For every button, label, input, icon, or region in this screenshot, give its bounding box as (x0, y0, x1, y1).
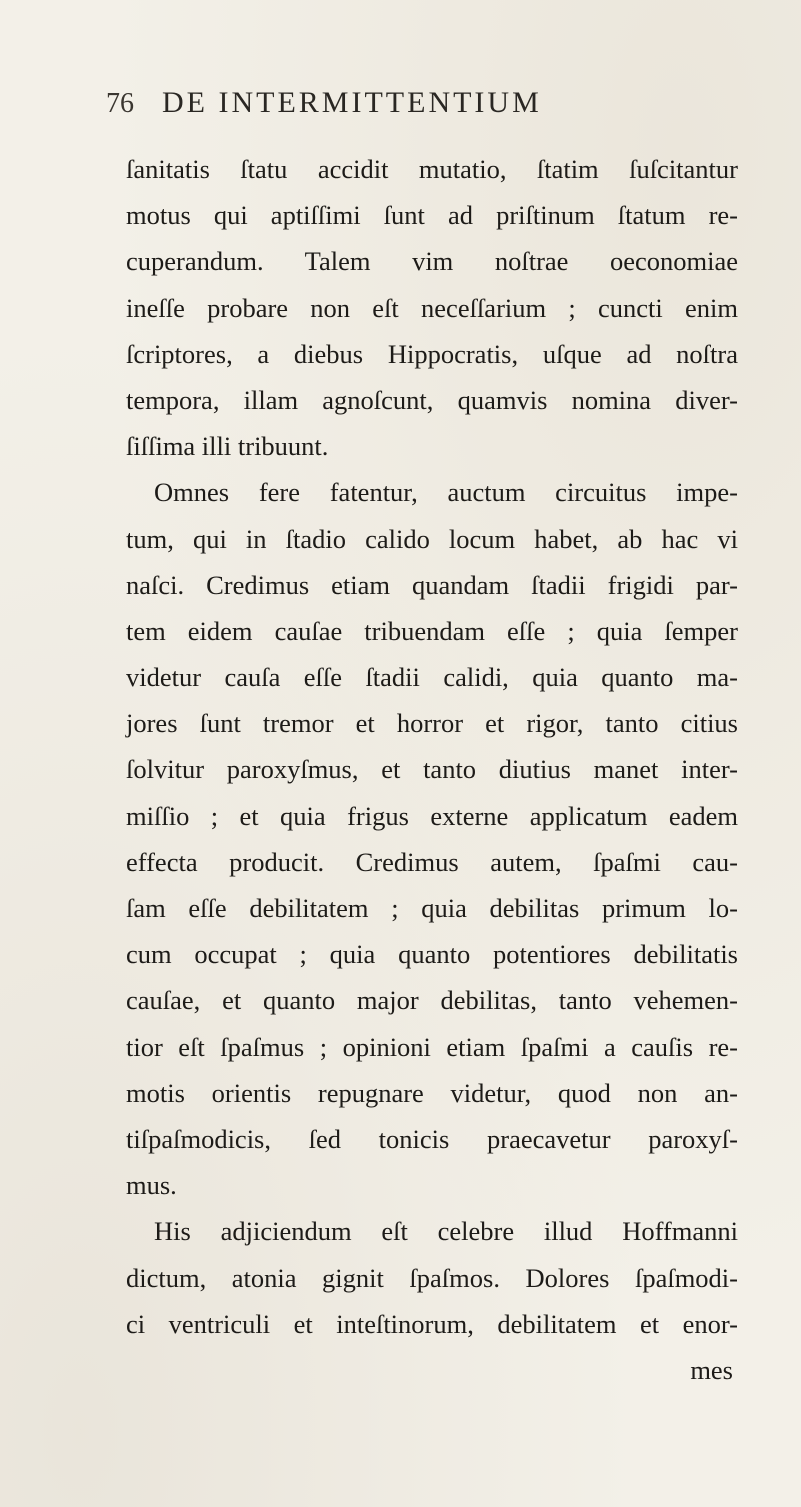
text-line: ſiſſima illi tribuunt. (126, 431, 329, 462)
text-line: effecta producit. Credimus autem, ſpaſmi cau- (126, 846, 738, 877)
text-line: tior eſt ſpaſmus ; opinioni etiam ſpaſmi a cauſis re- (126, 1031, 738, 1062)
text-line: miſſio ; et quia frigus externe applicatum eadem (126, 800, 738, 831)
text-line: ſcriptores, a diebus Hippocratis, uſque ad noſtra (126, 338, 738, 369)
text-line: motis orientis repugnare videtur, quod non an- (126, 1077, 738, 1108)
text-line: tempora, illam agnoſcunt, quamvis nomina diver- (126, 384, 738, 415)
text-line: tem eidem cauſae tribuendam eſſe ; quia ſemper (126, 615, 738, 646)
text-line: jores ſunt tremor et horror et rigor, tanto citius (126, 708, 738, 739)
text-line: cuperandum. Talem vim noſtrae oeconomiae (126, 246, 738, 277)
paragraph-start-line: Omnes fere fatentur, auctum circuitus impe- (154, 477, 738, 508)
text-line: videtur cauſa eſſe ſtadii calidi, quia quanto ma- (126, 662, 738, 693)
text-line: ſolvitur paroxyſmus, et tanto diutius manet inter- (126, 754, 738, 785)
text-line: ineſſe probare non eſt neceſſarium ; cuncti enim (126, 292, 738, 323)
text-line: naſci. Credimus etiam quandam ſtadii frigidi par- (126, 569, 738, 600)
text-line: dictum, atonia gignit ſpaſmos. Dolores ſpaſmodi- (126, 1262, 738, 1293)
page-number: 76 (106, 88, 134, 119)
text-line: tiſpaſmodicis, ſed tonicis praecavetur paroxyſ- (126, 1123, 738, 1154)
paragraph-start-line: His adjiciendum eſt celebre illud Hoffmanni (154, 1216, 738, 1247)
text-line: cum occupat ; quia quanto potentiores debilitatis (126, 939, 738, 970)
text-line: ſam eſſe debilitatem ; quia debilitas primum lo- (126, 893, 738, 923)
text-line: ſanitatis ſtatu accidit mutatio, ſtatim ſuſcitantur (126, 154, 738, 184)
running-title: DE INTERMITTENTIUM (162, 86, 542, 119)
text-line: mus. (126, 1170, 177, 1201)
text-line: tum, qui in ſtadio calido locum habet, ab hac vi (126, 523, 738, 554)
text-line: motus qui aptiſſimi ſunt ad priſtinum ſtatum re- (126, 200, 738, 231)
running-head (106, 86, 746, 126)
catchword: mes (690, 1354, 733, 1385)
body-text (126, 146, 738, 1393)
text-line: cauſae, et quanto major debilitas, tanto vehemen- (126, 985, 738, 1016)
text-line: ci ventriculi et inteſtinorum, debilitatem et enor- (126, 1308, 738, 1339)
